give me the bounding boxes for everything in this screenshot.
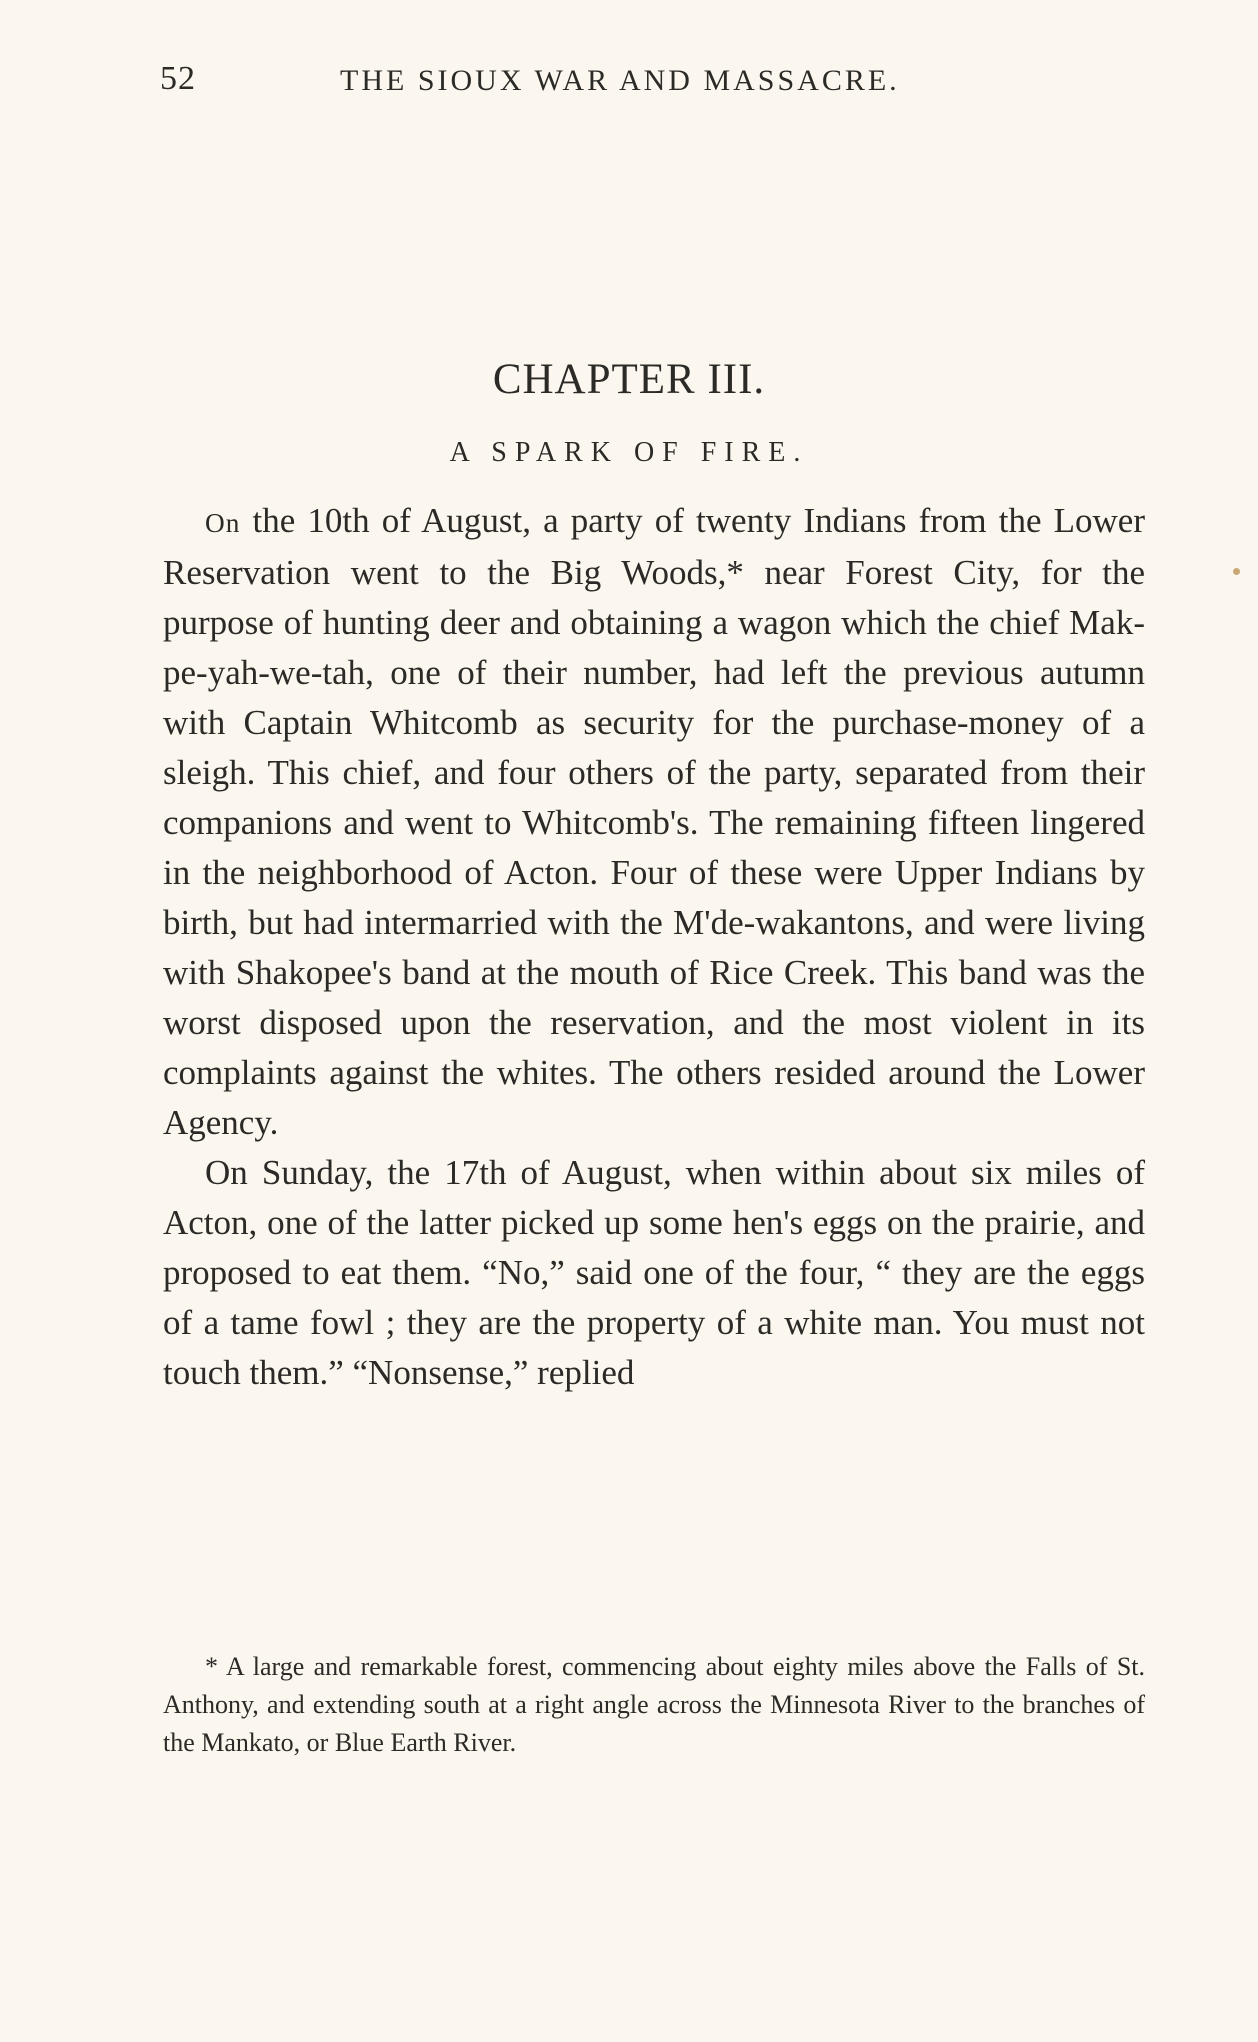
footnote-text: * A large and remarkable forest, commencing about eighty miles above the Falls of St. Anthony, and extending south at a right angle across the Minnesota River to the branches of the Mankato, or Blue Earth River. [163,1652,1145,1757]
paragraph-2: On Sunday, the 17th of August, when within about six miles of Acton, one of the latter picked up some hen's eggs on the prairie, and proposed to eat them. “No,” said one of the four, “ they are the eggs of a tame fowl ; they are the property of a white man. You must not touch them.” “Nonsense,” replied [163,1153,1145,1392]
paragraph-1-opening: On [205,508,241,538]
chapter-subtitle: A SPARK OF FIRE. [449,437,809,468]
running-title: THE SIOUX WAR AND MASSACRE. [340,64,900,97]
page-number: 52 [160,60,196,97]
chapter-title: CHAPTER III. [492,356,766,403]
paper-speck [1233,568,1240,575]
footnote [163,1648,1145,1762]
paragraph-1-text: the 10th of August, a party of twenty Indians from the Lower Reservation went to the Big Woods,* near Forest City, for the purpose of hunting deer and obtaining a wagon which the chief Mak-pe-yah-we-tah, one of their number, had left the previous autumn with Captain Whitcomb as security for the purchase-money of a sleigh. This chief, and four others of the party, separated from their companions and went to Whitcomb's. The remaining fifteen lingered in the neighborhood of Acton. Four of these were Upper Indians by birth, but had intermarried with the M'de-wakantons, and were living with Shakopee's band at the mouth of Rice Creek. This band was the worst disposed upon the reservation, and the most violent in its complaints against the whites. The others resided around the Lower Agency. [163,501,1145,1142]
paragraph-1 [163,496,1145,1148]
running-head [160,60,1140,110]
body-text [163,496,1145,1398]
